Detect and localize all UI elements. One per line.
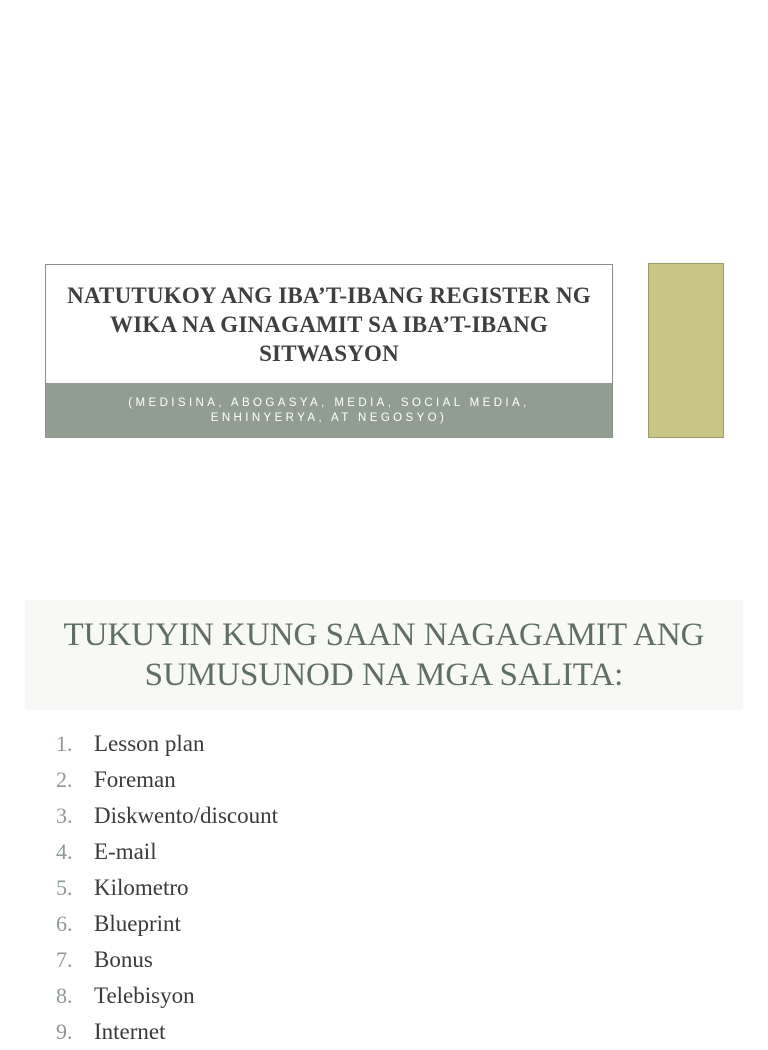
list-item-text: E-mail — [94, 839, 157, 864]
list-item — [0, 834, 700, 870]
list-item-number: 1. — [56, 731, 73, 756]
list-item-text: Internet — [94, 1019, 166, 1044]
list-item-number: 8. — [56, 983, 73, 1008]
list-item — [0, 942, 700, 978]
list-item-text: Lesson plan — [94, 731, 205, 756]
list-item-number: 5. — [56, 875, 73, 900]
list-item — [0, 726, 700, 762]
list-item — [0, 978, 700, 1014]
list-item-text: Foreman — [94, 767, 176, 792]
subtitle-band — [46, 383, 612, 438]
word-list — [0, 726, 700, 1050]
title-heading-area — [46, 265, 612, 383]
content-heading-band — [25, 600, 743, 710]
title-slide-box — [45, 264, 613, 438]
list-item-number: 2. — [56, 767, 73, 792]
list-item — [0, 906, 700, 942]
list-item — [0, 1014, 700, 1050]
slide-title: NATUTUKOY ANG IBA’T-IBANG REGISTER NG WIKA NA GINAGAMIT SA IBA’T-IBANG SITWASYON — [67, 282, 591, 366]
list-item-text: Bonus — [94, 947, 153, 972]
list-item — [0, 762, 700, 798]
list-item-text: Kilometro — [94, 875, 189, 900]
list-item-text: Diskwento/discount — [94, 803, 278, 828]
list-item-number: 4. — [56, 839, 73, 864]
list-item-number: 3. — [56, 803, 73, 828]
list-item-number: 9. — [56, 1019, 73, 1044]
list-item-text: Blueprint — [94, 911, 181, 936]
list-item-number: 7. — [56, 947, 73, 972]
content-heading: TUKUYIN KUNG SAAN NAGAGAMIT ANG SUMUSUNOD NA MGA SALITA: — [63, 617, 705, 693]
slide-subtitle: (MEDISINA, ABOGASYA, MEDIA, SOCIAL MEDIA, ENHINYERYA, AT NEGOSYO) — [128, 396, 530, 424]
list-item — [0, 870, 700, 906]
list-item-text: Telebisyon — [94, 983, 195, 1008]
list-item-number: 6. — [56, 911, 73, 936]
list-item — [0, 798, 700, 834]
accent-block — [648, 263, 724, 438]
